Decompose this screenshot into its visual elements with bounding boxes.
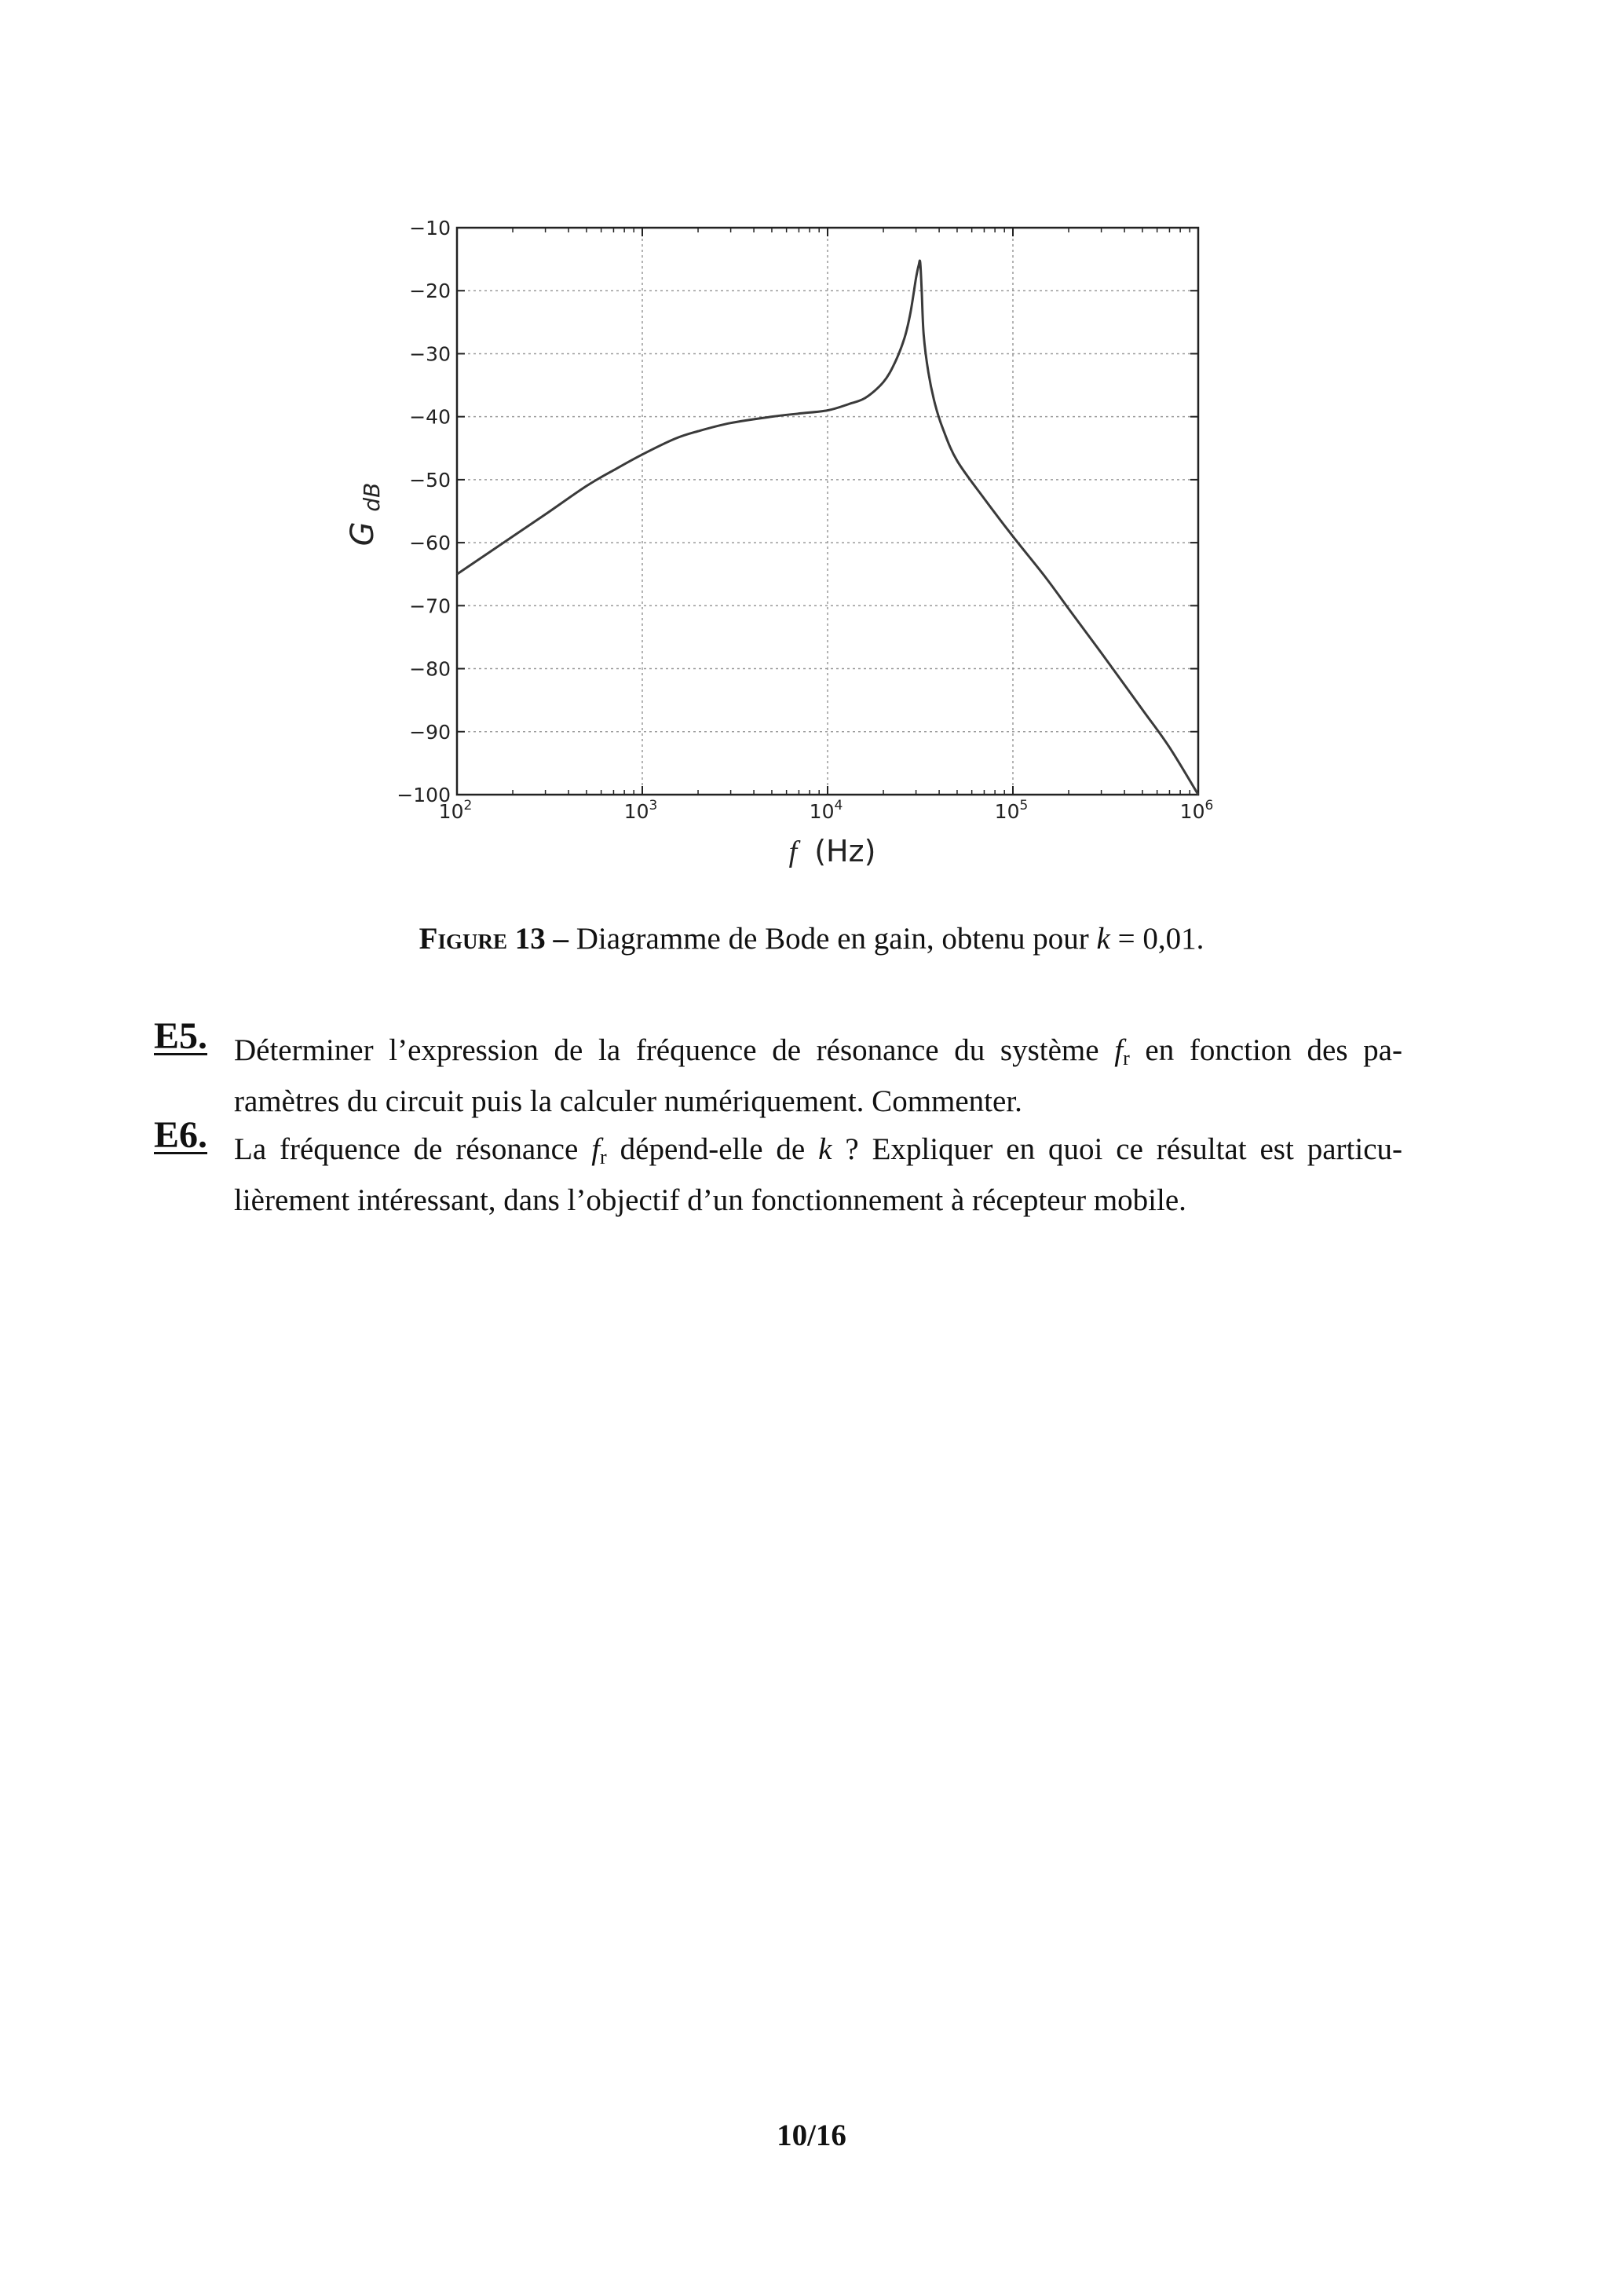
plot-frame [457,228,1198,795]
question-e6-line-1 [234,1128,1402,1179]
chart-minor-ticks [513,228,1190,795]
x-axis-variable: f [788,835,798,868]
page-number: 10/16 [777,2119,846,2152]
x-tick-label: $10^6$ [1179,798,1214,823]
caption-label: Figure [419,922,507,956]
q6-variable: f [591,1132,601,1166]
q5-variable-sub: r [1123,1047,1130,1069]
q6-text-before: La fréquence de résonance [234,1132,592,1166]
caption-text-after: = 0,01. [1109,922,1204,956]
question-number-e6: E6. [154,1114,208,1156]
caption-dash: – [553,922,568,956]
y-tick-label: −40 [409,405,451,429]
y-tick-label: −30 [409,342,451,366]
figure-caption [0,920,1623,958]
q6-variable-sub: r [600,1146,607,1168]
q5-text-before: Déterminer l’expression de la fréquence de résonance du système [234,1033,1115,1067]
y-axis-variable: G [345,521,381,547]
q6-text-mid: dépend-elle de [606,1132,819,1166]
q5-text-after: en fonction des pa- [1129,1033,1402,1067]
gain-curve-line [457,261,1198,795]
x-tick-label: $10^3$ [623,798,658,823]
q5-variable: f [1114,1033,1124,1067]
x-axis-label [789,834,876,868]
x-axis-unit: (Hz) [814,834,876,868]
caption-variable: k [1096,922,1110,956]
question-e5-line-1 [234,1029,1402,1080]
y-tick-label: −20 [409,280,451,303]
y-tick-label: −10 [409,217,451,239]
y-tick-labels [397,217,451,806]
y-tick-label: −90 [409,720,451,744]
y-tick-label: −60 [409,532,451,555]
y-axis-label [345,483,385,547]
y-tick-label: −100 [397,784,451,806]
y-tick-label: −50 [409,468,451,492]
q6-variable-k: k [818,1132,832,1166]
bode-gain-chart [338,153,1296,876]
chart-major-ticks [457,228,1198,795]
question-e6-line-2: lièrement intéressant, dans l’objectif d’un fonctionnement à récepteur mobile. [234,1183,1186,1217]
y-axis-subscript: dB [359,482,385,512]
chart-grid [457,228,1198,795]
caption-number: 13 [514,922,546,956]
question-text-e6 [234,1128,1402,1222]
x-tick-label: $10^2$ [438,798,473,823]
x-tick-label: $10^5$ [994,798,1029,823]
x-tick-label: $10^4$ [809,798,843,823]
y-tick-label: −70 [409,594,451,618]
question-e5-line-2: ramètres du circuit puis la calculer numériquement. Commenter. [234,1084,1022,1118]
y-tick-label: −80 [409,657,451,681]
q6-text-after: ? Expliquer en quoi ce résultat est particu- [832,1132,1402,1166]
question-number-e5: E5. [154,1015,208,1057]
question-text-e5 [234,1029,1402,1123]
x-tick-labels [439,798,1214,823]
caption-text-before: Diagramme de Bode en gain, obtenu pour [568,922,1097,956]
